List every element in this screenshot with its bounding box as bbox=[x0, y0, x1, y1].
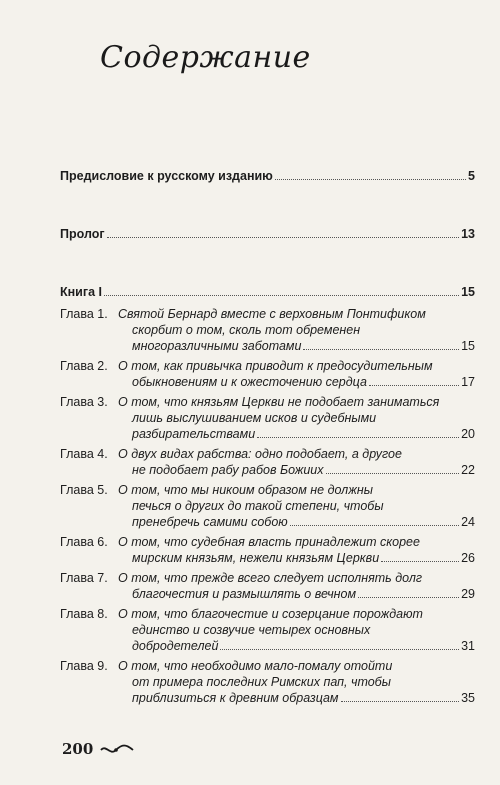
chapter-title-line bbox=[118, 446, 475, 462]
chapter-label: Глава 4. bbox=[60, 447, 108, 461]
chapter-label: Глава 6. bbox=[60, 535, 108, 549]
chapter-label: Глава 9. bbox=[60, 659, 108, 673]
chapter-title-line bbox=[132, 338, 475, 354]
leader-dots bbox=[369, 385, 459, 386]
leader-dots bbox=[275, 179, 466, 180]
chapter-title-text: О том, что необходимо мало-помалу отойти bbox=[118, 659, 393, 673]
chapter-title bbox=[118, 658, 475, 706]
chapter-title-text: единство и созвучие четырех основных bbox=[132, 623, 371, 637]
toc-chapter-entry bbox=[60, 482, 475, 530]
chapter-title-line bbox=[132, 674, 475, 690]
chapter-title bbox=[118, 534, 475, 566]
toc-entry-page: 17 bbox=[461, 375, 475, 389]
leader-dots bbox=[303, 349, 459, 350]
chapter-title-text: многоразличными заботами bbox=[132, 339, 302, 353]
chapter-title-line bbox=[132, 410, 475, 426]
toc-chapter-entry bbox=[60, 394, 475, 442]
chapter-title-line bbox=[132, 426, 475, 442]
chapter-title-text: О том, как привычка приводит к предосудительным bbox=[118, 359, 433, 373]
chapter-title-line bbox=[132, 374, 475, 390]
leader-dots bbox=[220, 649, 459, 650]
toc-chapter-entry bbox=[60, 658, 475, 706]
chapter-title-line bbox=[118, 570, 475, 586]
chapter-title-text: не подобает рабу рабов Божиих bbox=[132, 463, 324, 477]
chapter-title-text: печься о других до такой степени, чтобы bbox=[132, 499, 384, 513]
chapter-title-line bbox=[132, 498, 475, 514]
chapter-title-text: благочестия и размышлять о вечном bbox=[132, 587, 357, 601]
chapter-label: Глава 2. bbox=[60, 359, 108, 373]
toc-entry-page: 29 bbox=[461, 587, 475, 601]
chapter-title-text: от примера последних Римских пап, чтобы bbox=[132, 675, 391, 689]
chapter-title-text: Святой Бернард вместе с верховным Понтификом bbox=[118, 307, 426, 321]
toc-entry-label: Предисловие к русскому изданию bbox=[60, 169, 273, 183]
chapter-title-text: О том, что судебная власть принадлежит скорее bbox=[118, 535, 420, 549]
leader-dots bbox=[341, 701, 460, 702]
toc-chapter-entry bbox=[60, 606, 475, 654]
toc-chapter-entry bbox=[60, 306, 475, 354]
chapter-title-line bbox=[118, 358, 475, 374]
leader-dots bbox=[290, 525, 459, 526]
toc-entry-page: 31 bbox=[461, 639, 475, 653]
chapter-title-line bbox=[132, 462, 475, 478]
toc-entry-page: 15 bbox=[461, 285, 475, 299]
chapter-title bbox=[118, 306, 475, 354]
toc-entry-label: Книга I bbox=[60, 285, 102, 299]
leader-dots bbox=[326, 473, 460, 474]
chapter-title-text: пренебречь самими собою bbox=[132, 515, 288, 529]
chapter-title bbox=[118, 446, 475, 478]
toc-entry-page: 13 bbox=[461, 227, 475, 241]
chapter-title-line bbox=[132, 586, 475, 602]
chapter-title-text: обыкновениям и к ожесточению сердца bbox=[132, 375, 367, 389]
toc-chapter-entry bbox=[60, 358, 475, 390]
chapter-title bbox=[118, 482, 475, 530]
toc-entry-book-1 bbox=[60, 284, 475, 300]
chapter-title-line bbox=[118, 306, 475, 322]
chapter-title-text: О том, что князьям Церкви не подобает заниматься bbox=[118, 395, 440, 409]
toc-entry-preface bbox=[60, 168, 475, 184]
chapter-title-text: О двух видах рабства: одно подобает, а другое bbox=[118, 447, 402, 461]
toc-chapter-entry bbox=[60, 534, 475, 566]
chapter-title-text: добродетелей bbox=[132, 639, 219, 653]
chapter-title-text: О том, что благочестие и созерцание порождают bbox=[118, 607, 423, 621]
toc-entry-page: 22 bbox=[461, 463, 475, 477]
chapter-title bbox=[118, 358, 475, 390]
page-number: 200 bbox=[62, 740, 94, 758]
toc-entry-page: 24 bbox=[461, 515, 475, 529]
leader-dots bbox=[358, 597, 459, 598]
chapter-list bbox=[60, 306, 475, 706]
chapter-title-text: О том, что мы никоим образом не должны bbox=[118, 483, 373, 497]
toc-entry-page: 15 bbox=[461, 339, 475, 353]
chapter-title-line bbox=[118, 482, 475, 498]
chapter-title-text: разбирательствами bbox=[132, 427, 256, 441]
chapter-label: Глава 1. bbox=[60, 307, 108, 321]
chapter-label: Глава 8. bbox=[60, 607, 108, 621]
chapter-label: Глава 3. bbox=[60, 395, 108, 409]
toc-chapter-entry bbox=[60, 570, 475, 602]
chapter-title-text: скорбит о том, сколь тот обременен bbox=[132, 323, 361, 337]
toc-entry-page: 35 bbox=[461, 691, 475, 705]
table-of-contents bbox=[60, 168, 475, 710]
chapter-title-line bbox=[132, 622, 475, 638]
leader-dots bbox=[381, 561, 459, 562]
chapter-title-line bbox=[118, 394, 475, 410]
chapter-title bbox=[118, 570, 475, 602]
toc-chapter-entry bbox=[60, 446, 475, 478]
toc-entry-page: 20 bbox=[461, 427, 475, 441]
chapter-title-text: приблизиться к древним образцам bbox=[132, 691, 339, 705]
leader-dots bbox=[257, 437, 459, 438]
chapter-title-line bbox=[132, 690, 475, 706]
chapter-title-text: лишь выслушиванием исков и судебными bbox=[132, 411, 377, 425]
chapter-title bbox=[118, 394, 475, 442]
toc-entry-label: Пролог bbox=[60, 227, 105, 241]
page-title: Содержание bbox=[100, 40, 311, 75]
leader-dots bbox=[107, 237, 460, 238]
chapter-title-line bbox=[118, 658, 475, 674]
chapter-title-text: мирским князьям, нежели князьям Церкви bbox=[132, 551, 380, 565]
leader-dots bbox=[104, 295, 459, 296]
toc-entry-prologue bbox=[60, 226, 475, 242]
chapter-title-text: О том, что прежде всего следует исполнять долг bbox=[118, 571, 423, 585]
chapter-title-line bbox=[132, 638, 475, 654]
chapter-label: Глава 5. bbox=[60, 483, 108, 497]
flourish-ornament-icon bbox=[100, 744, 134, 756]
chapter-title bbox=[118, 606, 475, 654]
chapter-title-line bbox=[132, 322, 475, 338]
chapter-title-line bbox=[118, 606, 475, 622]
chapter-title-line bbox=[118, 534, 475, 550]
toc-entry-page: 5 bbox=[468, 169, 475, 183]
toc-entry-page: 26 bbox=[461, 551, 475, 565]
chapter-title-line bbox=[132, 550, 475, 566]
chapter-title-line bbox=[132, 514, 475, 530]
chapter-label: Глава 7. bbox=[60, 571, 108, 585]
